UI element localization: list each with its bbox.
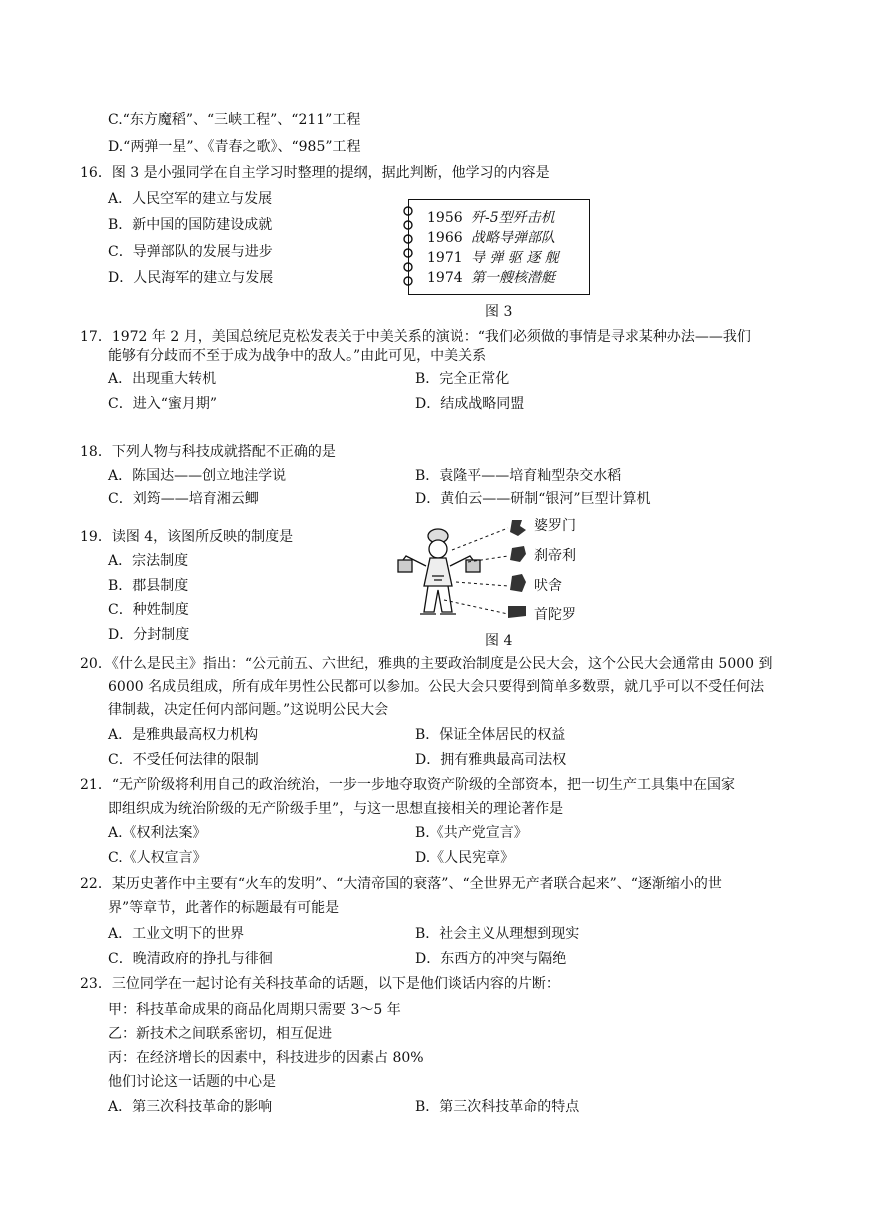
q17-option-b: B．完全正常化 [415,371,510,387]
spiral-ring-icon [402,220,414,230]
caste-icons [508,520,526,618]
caste-label-shudra: 首陀罗 [534,607,576,623]
q16-stem: 16．图 3 是小强同学在自主学习时整理的提纲，据此判断，他学习的内容是 [80,165,550,181]
q20-option-a: A．是雅典最高权力机构 [108,727,259,743]
q19-option-a: A．宗法制度 [108,553,189,569]
q21-option-a: A.《权利法案》 [108,825,207,841]
q16-option-b: B．新中国的国防建设成就 [108,217,273,233]
notebook-text: 战略导弹部队 [471,230,555,246]
figure-4-caption: 图 4 [485,633,513,649]
q23-option-b: B．第三次科技革命的特点 [415,1099,580,1115]
notebook-row [427,269,555,287]
spiral-ring-icon [402,276,414,286]
notebook-row [427,249,559,267]
q23-line-question: 他们讨论这一话题的中心是 [108,1074,276,1090]
figure-3-notebook [408,199,590,295]
figure-3-caption: 图 3 [485,304,513,320]
q21-stem-line-1: 21．“无产阶级将利用自己的政治统治，一步一步地夺取资产阶级的全部资本，把一切生产工具集中在国家 [80,777,735,793]
q18-option-d: D．黄伯云——研制“银河”巨型计算机 [415,491,651,507]
kshatriya-icon [510,546,526,562]
q19-option-c: C．种姓制度 [108,602,189,618]
q22-stem-line-2: 界”等章节，此著作的标题最有可能是 [108,900,340,916]
q21-option-b: B.《共产党宣言》 [415,825,528,841]
q18-option-c: C．刘筠——培育湘云鲫 [108,491,259,507]
q19-stem: 19．读图 4，该图所反映的制度是 [80,529,294,545]
q17-option-d: D．结成战略同盟 [415,396,525,412]
q22-option-a: A．工业文明下的世界 [108,926,245,942]
notebook-year: 1966 [427,230,463,246]
q20-stem-line-1: 20．《什么是民主》指出：“公元前五、六世纪，雅典的主要政治制度是公民大会，这个公民大会通常由 5000 到 [80,656,773,672]
q19-option-b: B．郡县制度 [108,578,189,594]
caste-label-kshatriya: 刹帝利 [534,548,576,564]
q20-stem-line-3: 律制裁，决定任何内部问题。”这说明公民大会 [108,702,389,718]
q23-option-a: A．第三次科技革命的影响 [108,1099,273,1115]
q21-option-c: C.《人权宣言》 [108,850,207,866]
notebook-row [427,229,555,247]
vaishya-icon [510,574,526,592]
notebook-text: 歼-5型歼击机 [471,210,555,226]
q17-stem-line-2: 能够有分歧而不至于成为战争中的敌人。”由此可见，中美关系 [108,348,487,364]
q22-option-c: C．晚清政府的挣扎与徘徊 [108,951,273,967]
shudra-icon [508,606,526,618]
dashed-connector [468,556,508,562]
q17-option-c: C．进入“蜜月期” [108,396,218,412]
q17-stem-line-1: 17．1972 年 2 月，美国总统尼克松发表关于中美关系的演说：“我们必须做的事情是寻求某种办法——我们 [80,329,751,345]
dashed-connector [452,528,508,550]
q23-stem: 23．三位同学在一起讨论有关科技革命的话题，以下是他们谈话内容的片断： [80,976,560,992]
q23-line-bing: 丙：在经济增长的因素中，科技进步的因素占 80% [108,1050,424,1066]
q18-stem: 18．下列人物与科技成就搭配不正确的是 [80,444,336,460]
q18-option-a: A．陈国达——创立地洼学说 [108,468,287,484]
notebook-year: 1971 [427,250,463,266]
q20-option-b: B．保证全体居民的权益 [415,727,566,743]
q16-option-c: C．导弹部队的发展与进步 [108,244,273,260]
spiral-ring-icon [402,234,414,244]
q21-option-d: D.《人民宪章》 [415,850,515,866]
q22-stem-line-1: 22．某历史著作中主要有“火车的发明”、“大清帝国的衰落”、“全世界无产者联合起来”、“逐渐缩小的世 [80,876,722,892]
spiral-ring-icon [402,206,414,216]
q17-option-a: A．出现重大转机 [108,371,217,387]
q23-line-jia: 甲：科技革命成果的商品化周期只需要 3～5 年 [108,1002,401,1018]
notebook-text: 导 弹 驱 逐 舰 [471,250,559,266]
q21-stem-line-2: 即组织成为统治阶级的无产阶级手里”，与这一思想直接相关的理论著作是 [108,801,564,817]
notebook-row [427,209,555,227]
spiral-ring-icon [402,248,414,258]
q15-option-d: D.“两弹一星”、《青春之歌》、“985”工程 [108,139,361,155]
q23-line-yi: 乙：新技术之间联系密切，相互促进 [108,1026,332,1042]
notebook-year: 1956 [427,210,463,226]
q19-option-d: D．分封制度 [108,627,190,643]
q22-option-b: B．社会主义从理想到现实 [415,926,580,942]
q18-option-b: B．袁隆平——培育籼型杂交水稻 [415,468,622,484]
dashed-connector [444,600,508,614]
q15-option-c: C.“东方魔稻”、“三峡工程”、“211”工程 [108,112,361,128]
brahma-figure-icon [398,529,480,614]
q22-option-d: D．东西方的冲突与隔绝 [415,951,567,967]
q20-stem-line-2: 6000 名成员组成，所有成年男性公民都可以参加。公民大会只要得到简单多数票，就几乎可以不受任何法 [108,679,765,695]
notebook-text: 第一艘核潜艇 [471,270,555,286]
q16-option-a: A．人民空军的建立与发展 [108,191,273,207]
notebook-year: 1974 [427,270,463,286]
q16-option-d: D．人民海军的建立与发展 [108,270,274,286]
caste-label-brahmin: 婆罗门 [534,518,576,534]
caste-label-vaishya: 吠舍 [534,578,562,594]
spiral-ring-icon [402,262,414,272]
q20-option-c: C．不受任何法律的限制 [108,752,259,768]
brahmin-icon [510,520,526,536]
dashed-connector [456,582,508,586]
q20-option-d: D．拥有雅典最高司法权 [415,752,567,768]
